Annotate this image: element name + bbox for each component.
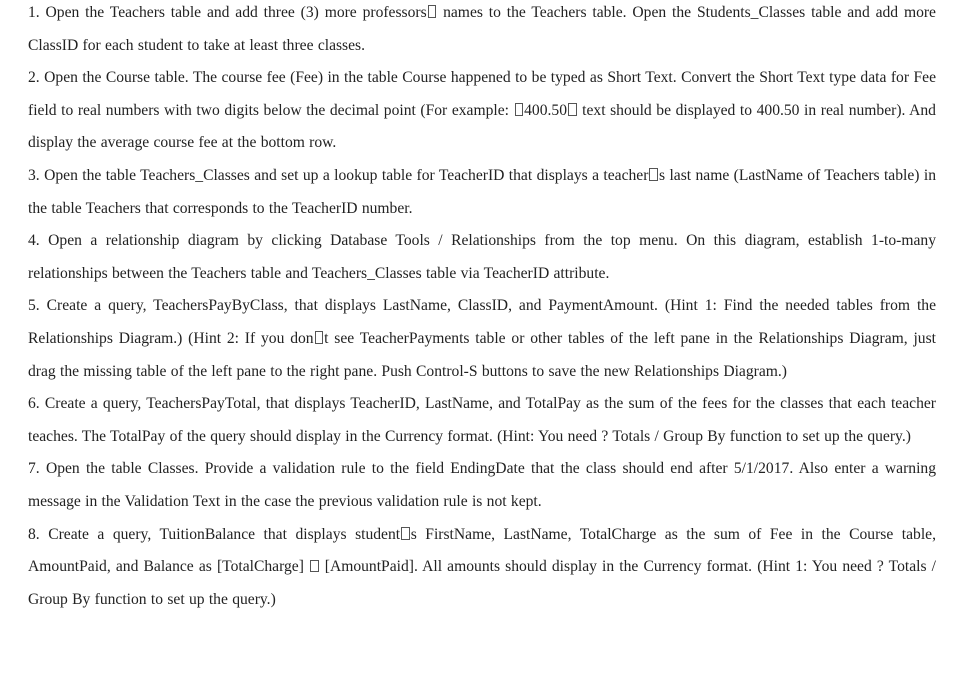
instruction-1: 1. Open the Teachers table and add three (3) more professors names to the Teachers table. Open the Students_Classes table and add more ClassID for each student to take at least three classes.	[28, 4, 936, 54]
instruction-8: 8. Create a query, TuitionBalance that displays student s FirstName, LastName, TotalCharge as the sum of Fee in the Course table, AmountPaid, and Balance as [TotalCharge] [AmountPaid]. All amounts should display in the Currency format. (Hint 1: You need ? Totals / Group By function to set up the query.)	[28, 525, 937, 608]
missing-glyph-box	[401, 527, 410, 540]
instruction-5: 5. Create a query, TeachersPayByClass, that displays LastName, ClassID, and PaymentAmount. (Hint 1: Find the needed tables from the Relationships Diagram.) (Hint 2: If you don t see TeacherPayments table or other tables of the left pane in the Relationships Diagram, just drag the missing table of the left pane to the right pane. Push Control-S buttons to save the new Relationships Diagram.)	[28, 297, 936, 380]
instruction-4: 4. Open a relationship diagram by clicking Database Tools / Relationships from the top menu. On this diagram, establish 1-to-many relationships between the Teachers table and Teachers_Classes table via TeacherID attribute.	[28, 232, 936, 282]
instruction-7: 7. Open the table Classes. Provide a validation rule to the field EndingDate that the class should end after 5/1/2017. Also enter a warning message in the Validation Text in the case the previous validation rule is not kept.	[28, 460, 936, 510]
missing-glyph-box	[428, 5, 437, 18]
missing-glyph-box	[515, 103, 524, 116]
missing-glyph-box	[310, 560, 319, 573]
missing-glyph-box	[568, 103, 577, 116]
instruction-3: 3. Open the table Teachers_Classes and set up a lookup table for TeacherID that displays a teacher s last name (LastName of Teachers table) in the table Teachers that corresponds to the TeacherID number.	[28, 166, 936, 217]
instruction-2: 2. Open the Course table. The course fee (Fee) in the table Course happened to be typed as Short Text. Convert the Short Text type data for Fee field to real numbers with two digits below the decimal point (For example: 400.50 text should be displayed to 400.50 in real number). And display the average course fee at the bottom row.	[28, 69, 936, 152]
instruction-6: 6. Create a query, TeachersPayTotal, that displays TeacherID, LastName, and TotalPay as the sum of the fees for the classes that each teacher teaches. The TotalPay of the query should display in the Currency format. (Hint: You need ? Totals / Group By function to set up the query.)	[28, 395, 936, 445]
missing-glyph-box	[315, 331, 324, 344]
missing-glyph-box	[649, 168, 658, 181]
